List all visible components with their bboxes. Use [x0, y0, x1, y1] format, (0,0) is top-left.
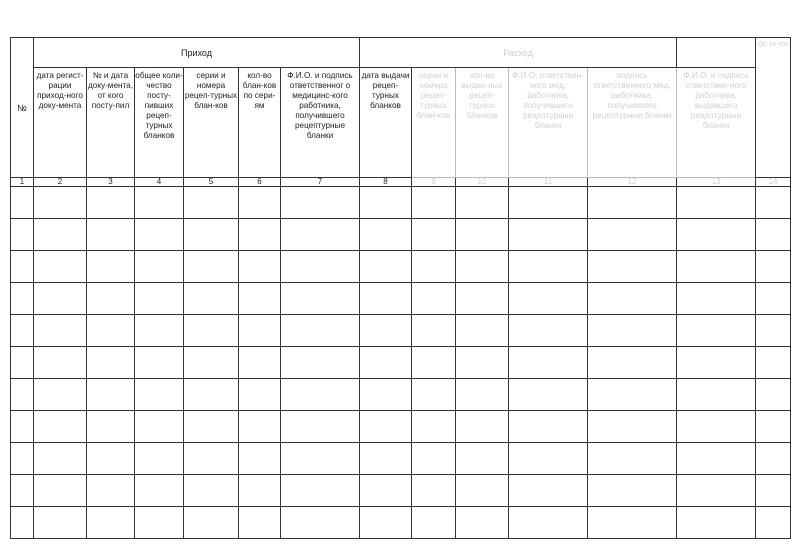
entry-cell[interactable] — [239, 507, 281, 539]
index-cell: 3 — [87, 178, 135, 187]
entry-cell[interactable] — [756, 379, 791, 411]
entry-cell[interactable] — [184, 315, 239, 347]
entry-cell[interactable] — [239, 411, 281, 443]
entry-cell[interactable] — [11, 219, 34, 251]
entry-cell[interactable] — [281, 251, 360, 283]
entry-cell[interactable] — [412, 347, 456, 379]
entry-cell[interactable] — [11, 379, 34, 411]
entry-cell[interactable] — [34, 187, 87, 219]
entry-cell[interactable] — [588, 443, 677, 475]
entry-cell[interactable] — [239, 443, 281, 475]
entry-cell[interactable] — [11, 475, 34, 507]
entry-cell[interactable] — [239, 187, 281, 219]
entry-cell[interactable] — [588, 219, 677, 251]
entry-cell[interactable] — [456, 187, 509, 219]
entry-cell[interactable] — [456, 315, 509, 347]
entry-cell[interactable] — [87, 347, 135, 379]
entry-cell[interactable] — [677, 379, 756, 411]
entry-cell[interactable] — [509, 347, 588, 379]
entry-cell[interactable] — [135, 187, 184, 219]
entry-cell[interactable] — [756, 187, 791, 219]
col-header-2: дата регист-рации приход-ного доку-мента — [34, 68, 87, 178]
entry-cell[interactable] — [281, 507, 360, 539]
index-cell: 11 — [509, 178, 588, 187]
col-header-10: кол-во выдан-ных рецеп-турных бланков — [456, 68, 509, 178]
entry-cell[interactable] — [456, 347, 509, 379]
entry-cell[interactable] — [135, 507, 184, 539]
entry-cell[interactable] — [11, 347, 34, 379]
entry-cell[interactable] — [87, 283, 135, 315]
entry-cell[interactable] — [239, 379, 281, 411]
entry-cell[interactable] — [11, 187, 34, 219]
index-cell: 2 — [34, 178, 87, 187]
entry-cell[interactable] — [756, 443, 791, 475]
entry-cell[interactable] — [184, 379, 239, 411]
entry-cell[interactable] — [756, 251, 791, 283]
entry-cell[interactable] — [588, 475, 677, 507]
entry-cell[interactable] — [456, 379, 509, 411]
index-cell: 1 — [11, 178, 34, 187]
entry-cell[interactable] — [412, 379, 456, 411]
entry-cell[interactable] — [509, 251, 588, 283]
entry-cell[interactable] — [239, 315, 281, 347]
entry-cell[interactable] — [756, 219, 791, 251]
entry-cell[interactable] — [756, 283, 791, 315]
entry-cell[interactable] — [509, 443, 588, 475]
entry-cell[interactable] — [184, 283, 239, 315]
col-header-7: Ф.И.О. и подпись ответственног о медицинс-кого работника, получившего рецептурные бланки — [281, 68, 360, 178]
entry-cell[interactable] — [677, 347, 756, 379]
entry-cell[interactable] — [588, 315, 677, 347]
entry-cell[interactable] — [135, 379, 184, 411]
table-row[interactable] — [11, 347, 791, 379]
col-header-6: кол-во блан-ков по сери-ям — [239, 68, 281, 178]
col-header-12: подпись ответственного мед. работника, получившего рецептурные бланки — [588, 68, 677, 178]
entry-cell[interactable] — [184, 443, 239, 475]
entry-cell[interactable] — [34, 507, 87, 539]
entry-cell[interactable] — [412, 219, 456, 251]
entry-cell[interactable] — [135, 347, 184, 379]
entry-cell[interactable] — [588, 507, 677, 539]
entry-cell[interactable] — [34, 251, 87, 283]
entry-cell[interactable] — [184, 347, 239, 379]
entry-cell[interactable] — [360, 475, 412, 507]
index-cell: 10 — [456, 178, 509, 187]
table-row[interactable] — [11, 187, 791, 219]
entry-cell[interactable] — [239, 475, 281, 507]
entry-cell[interactable] — [677, 219, 756, 251]
entry-cell[interactable] — [412, 315, 456, 347]
index-cell: 7 — [281, 178, 360, 187]
entry-cell[interactable] — [34, 347, 87, 379]
entry-cell[interactable] — [456, 507, 509, 539]
entry-cell[interactable] — [11, 315, 34, 347]
entry-cell[interactable] — [756, 507, 791, 539]
entry-cell[interactable] — [677, 251, 756, 283]
entry-cell[interactable] — [184, 411, 239, 443]
index-cell: 14 — [756, 178, 791, 187]
entry-cell[interactable] — [509, 475, 588, 507]
entry-cell[interactable] — [456, 411, 509, 443]
entry-cell[interactable] — [677, 475, 756, 507]
entry-cell[interactable] — [34, 315, 87, 347]
entry-cell[interactable] — [281, 187, 360, 219]
entry-cell[interactable] — [87, 475, 135, 507]
entry-cell[interactable] — [412, 507, 456, 539]
entry-cell[interactable] — [135, 219, 184, 251]
entry-cell[interactable] — [360, 443, 412, 475]
entry-cell[interactable] — [677, 315, 756, 347]
col-header-13: Ф.И.О. и подпись ответствен-ного работника, выдавшего рецептурные бланки — [677, 68, 756, 178]
entry-cell[interactable] — [11, 251, 34, 283]
entry-cell[interactable] — [588, 251, 677, 283]
entry-cell[interactable] — [34, 219, 87, 251]
table-row[interactable] — [11, 475, 791, 507]
entry-cell[interactable] — [135, 411, 184, 443]
entry-cell[interactable] — [412, 411, 456, 443]
index-cell: 5 — [184, 178, 239, 187]
entry-cell[interactable] — [509, 379, 588, 411]
entry-cell[interactable] — [588, 379, 677, 411]
entry-cell[interactable] — [509, 283, 588, 315]
entry-cell[interactable] — [360, 507, 412, 539]
entry-cell[interactable] — [281, 411, 360, 443]
entry-cell[interactable] — [412, 443, 456, 475]
income-group-header: Приход — [34, 38, 360, 68]
entry-cell[interactable] — [360, 251, 412, 283]
entry-cell[interactable] — [456, 475, 509, 507]
entry-cell[interactable] — [677, 411, 756, 443]
entry-cell[interactable] — [360, 411, 412, 443]
entry-cell[interactable] — [360, 187, 412, 219]
entry-cell[interactable] — [677, 283, 756, 315]
table-row[interactable] — [11, 219, 791, 251]
col-header-3: № и дата доку-мента, от кого посту-пил — [87, 68, 135, 178]
entry-cell[interactable] — [34, 475, 87, 507]
entry-cell[interactable] — [87, 187, 135, 219]
entry-cell[interactable] — [34, 411, 87, 443]
entry-cell[interactable] — [184, 475, 239, 507]
entry-cell[interactable] — [588, 187, 677, 219]
entry-cell[interactable] — [412, 475, 456, 507]
entry-cell[interactable] — [87, 411, 135, 443]
entry-cell[interactable] — [756, 475, 791, 507]
table-row[interactable] — [11, 379, 791, 411]
entry-cell[interactable] — [509, 315, 588, 347]
entry-cell[interactable] — [135, 251, 184, 283]
table-row[interactable] — [11, 251, 791, 283]
entry-cell[interactable] — [456, 219, 509, 251]
col-header-4: общее коли-чество посту-пивших рецеп-турных бланков — [135, 68, 184, 178]
entry-cell[interactable] — [11, 443, 34, 475]
entry-cell[interactable] — [756, 347, 791, 379]
entry-cell[interactable] — [11, 283, 34, 315]
entry-cell[interactable] — [756, 315, 791, 347]
extra-group-cell — [677, 38, 756, 68]
entry-cell[interactable] — [360, 219, 412, 251]
entry-cell[interactable] — [87, 379, 135, 411]
entry-cell[interactable] — [588, 283, 677, 315]
index-cell: 8 — [360, 178, 412, 187]
entry-cell[interactable] — [34, 379, 87, 411]
entry-cell[interactable] — [412, 187, 456, 219]
entry-cell[interactable] — [281, 315, 360, 347]
entry-cell[interactable] — [509, 507, 588, 539]
table-row[interactable] — [11, 283, 791, 315]
index-cell: 6 — [239, 178, 281, 187]
entry-cell[interactable] — [360, 315, 412, 347]
entry-cell[interactable] — [135, 283, 184, 315]
entry-cell[interactable] — [456, 251, 509, 283]
column-index-row — [11, 178, 791, 187]
index-cell: 4 — [135, 178, 184, 187]
entry-cell[interactable] — [412, 251, 456, 283]
entry-cell[interactable] — [281, 347, 360, 379]
entry-cell[interactable] — [360, 379, 412, 411]
entry-cell[interactable] — [677, 187, 756, 219]
entry-cell[interactable] — [456, 443, 509, 475]
index-cell: 12 — [588, 178, 677, 187]
entry-cell[interactable] — [184, 251, 239, 283]
entry-cell[interactable] — [87, 443, 135, 475]
entry-cell[interactable] — [509, 219, 588, 251]
col-header-9: серии и номера рецеп-турных блан-ков — [412, 68, 456, 178]
entry-cell[interactable] — [677, 443, 756, 475]
entry-cell[interactable] — [360, 347, 412, 379]
receipt-blanks-journal-table — [10, 37, 791, 539]
entry-cell[interactable] — [588, 347, 677, 379]
entry-cell[interactable] — [509, 187, 588, 219]
table-row[interactable] — [11, 411, 791, 443]
table-row[interactable] — [11, 443, 791, 475]
entry-cell[interactable] — [281, 443, 360, 475]
entry-cell[interactable] — [184, 507, 239, 539]
entry-cell[interactable] — [11, 507, 34, 539]
index-cell: 9 — [412, 178, 456, 187]
col-header-8: дата выдачи рецеп-турных бланков — [360, 68, 412, 178]
balance-column-header: Ос-та-ток — [756, 38, 791, 178]
entry-cell[interactable] — [360, 283, 412, 315]
entry-cell[interactable] — [11, 411, 34, 443]
table-row[interactable] — [11, 507, 791, 539]
entry-cell[interactable] — [135, 475, 184, 507]
entry-cell[interactable] — [281, 283, 360, 315]
entry-cell[interactable] — [87, 219, 135, 251]
table-row[interactable] — [11, 315, 791, 347]
entry-cell[interactable] — [239, 219, 281, 251]
entry-cell[interactable] — [87, 251, 135, 283]
entry-cell[interactable] — [281, 219, 360, 251]
col-header-11: Ф.И.О. ответствен-ного мед. работника, получившего рецептурные бланки — [509, 68, 588, 178]
entry-cell[interactable] — [281, 379, 360, 411]
blank-entry-rows — [11, 187, 791, 539]
entry-cell[interactable] — [184, 187, 239, 219]
entry-cell[interactable] — [87, 315, 135, 347]
entry-cell[interactable] — [412, 283, 456, 315]
col-header-5: серии и номера рецеп-турных блан-ков — [184, 68, 239, 178]
entry-cell[interactable] — [184, 219, 239, 251]
entry-cell[interactable] — [239, 347, 281, 379]
entry-cell[interactable] — [34, 283, 87, 315]
number-column-header: № — [11, 38, 34, 178]
entry-cell[interactable] — [135, 315, 184, 347]
outgo-group-header: Расход — [360, 38, 677, 68]
entry-cell[interactable] — [677, 507, 756, 539]
entry-cell[interactable] — [239, 251, 281, 283]
index-cell: 13 — [677, 178, 756, 187]
entry-cell[interactable] — [509, 411, 588, 443]
entry-cell[interactable] — [135, 443, 184, 475]
entry-cell[interactable] — [456, 283, 509, 315]
entry-cell[interactable] — [34, 443, 87, 475]
entry-cell[interactable] — [87, 507, 135, 539]
entry-cell[interactable] — [281, 475, 360, 507]
entry-cell[interactable] — [588, 411, 677, 443]
entry-cell[interactable] — [239, 283, 281, 315]
entry-cell[interactable] — [756, 411, 791, 443]
